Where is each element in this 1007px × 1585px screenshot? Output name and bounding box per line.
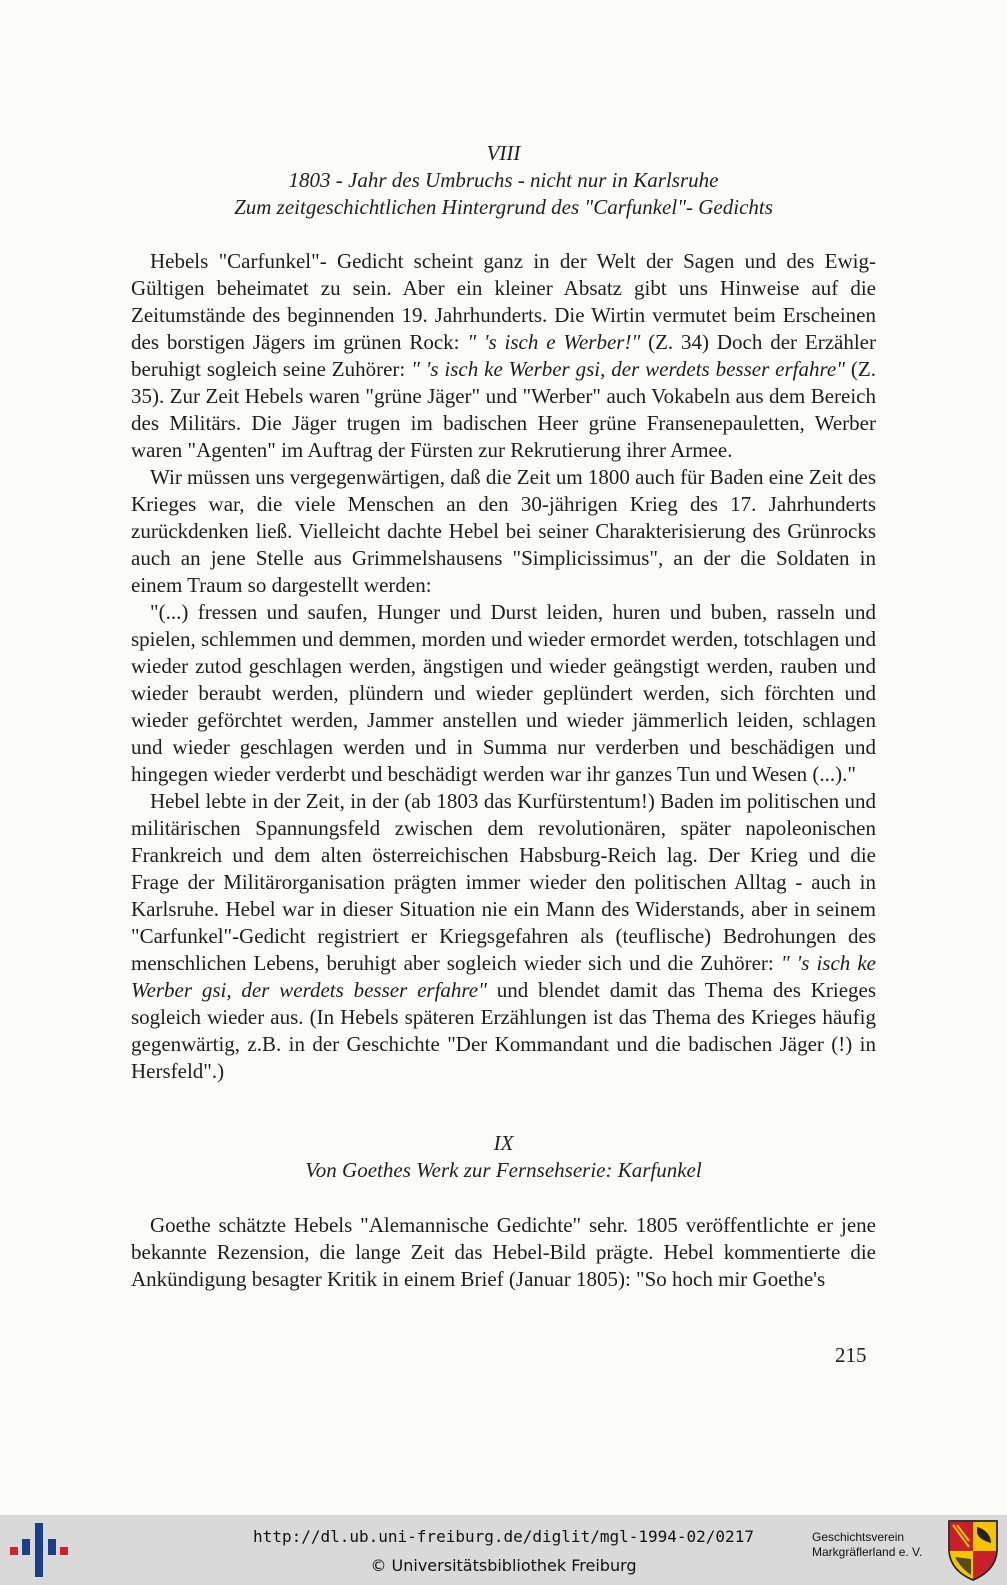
section-8-body (131, 248, 876, 1085)
permalink-url[interactable]: http://dl.ub.uni-freiburg.de/diglit/mgl-1994-02/0217 (253, 1527, 754, 1546)
section-8-title: 1803 - Jahr des Umbruchs - nicht nur in Karlsruhe (288, 168, 719, 192)
section-8-numeral: VIII (486, 141, 521, 165)
paragraph-3: Hebel lebte in der Zeit, in der (ab 1803 das Kurfürstentum!) Baden im politischen und militärischen Spannungsfeld zwischen dem revolutionären, später napoleonischen Frankreich und dem alten österreichischen Habsburg-Reich lag. Der Krieg und die Frage der Militärorganisation prägten immer wieder den politischen Alltag - auch in Karlsruhe. Hebel war in dieser Situation nie ein Mann des Widerstands, aber in seinem "Carfunkel"-Gedicht registriert er Kriegsgefahren als (teuflische) Bedrohungen des menschlichen Lebens, beruhigt aber sogleich wieder sich und die Zuhörer: " 's isch ke Werber gsi, der werdets besser erfahre" und blendet damit das Thema des Krieges sogleich wieder aus. (In Hebels späteren Erzählungen ist das Thema des Krieges häufig gegenwärtig, z.B. in der Geschichte "Der Kommandant und die badischen Jäger (!) in Hersfeld".) (131, 789, 877, 1083)
society-name-line-1: Geschichtsverein (812, 1530, 905, 1544)
paragraph-4: Goethe schätzte Hebels "Alemannische Gedichte" sehr. 1805 veröffentlichte er jene bekannte Rezension, die lange Zeit das Hebel-Bild prägte. Hebel kommentierte die Ankündigung besagter Kritik in einem Brief (Januar 1805): "So hoch mir Goethe's (131, 1213, 876, 1291)
copyright-notice: © Universitätsbibliothek Freiburg (370, 1556, 637, 1575)
section-9-numeral: IX (493, 1131, 514, 1155)
society-name (812, 1530, 942, 1560)
paragraph-1: Hebels "Carfunkel"- Gedicht scheint ganz in der Welt der Sagen und des Ewig-Gültigen beheimatet zu sein. Aber ein kleiner Absatz gibt uns Hinweise auf die Zeitumstände des beginnenden 19. Jahrhunderts. Die Wirtin vermutet beim Erscheinen des borstigen Jägers im grünen Rock: " 's isch e Werber!" (Z. 34) Doch der Erzähler beruhigt sogleich seine Zuhörer: " 's isch ke Werber gsi, der werdets besser erfahre" (Z. 35). Zur Zeit Hebels waren "grüne Jäger" und "Werber" auch Vokabeln aus dem Bereich des Militärs. Die Jäger trugen im badischen Heer grüne Fransenepauletten, Werber waren "Agenten" im Auftrag der Fürsten zur Rekrutierung ihrer Armee. (131, 249, 876, 462)
section-9-body (131, 1212, 876, 1293)
coat-of-arms-icon (947, 1519, 999, 1581)
paragraph-2: Wir müssen uns vergegenwärtigen, daß die Zeit um 1800 auch für Baden eine Zeit des Krieges war, die viele Menschen an den 30-jährigen Krieg des 17. Jahrhunderts zurückdenken ließ. Vielleicht dachte Hebel bei seiner Charakterisierung des Grünrocks auch an jene Stelle aus Grimmelshausens "Simplicissimus", an der die Soldaten in einem Traum so dargestellt werden: (131, 465, 876, 597)
section-9-title: Von Goethes Werk zur Fernsehserie: Karfunkel (305, 1158, 702, 1182)
society-name-line-2: Markgräflerland e. V. (812, 1545, 923, 1559)
section-8-subtitle: Zum zeitgeschichtlichen Hintergrund des "Carfunkel"- Gedichts (234, 195, 773, 219)
simplicissimus-quote: "(...) fressen und saufen, Hunger und Durst leiden, huren und buben, rasseln und spielen, schlemmen und demmen, morden und wieder ermordet werden, totschlagen und wieder zutod geschlagen werden, ängstigen und wieder geängstigt werden, rauben und wieder beraubt werden, plündern und wieder geplündert werden, sich förchten und wieder geförchtet werden, Jammer anstellen und wieder jämmerlich leiden, schlagen und wieder geschlagen werden und in Summa nur verderben und beschädigen und hingegen wieder verderbt und beschädigt werden war ihr ganzes Tun und Wesen (...)." (131, 600, 876, 786)
page-number: 215 (835, 1343, 867, 1367)
